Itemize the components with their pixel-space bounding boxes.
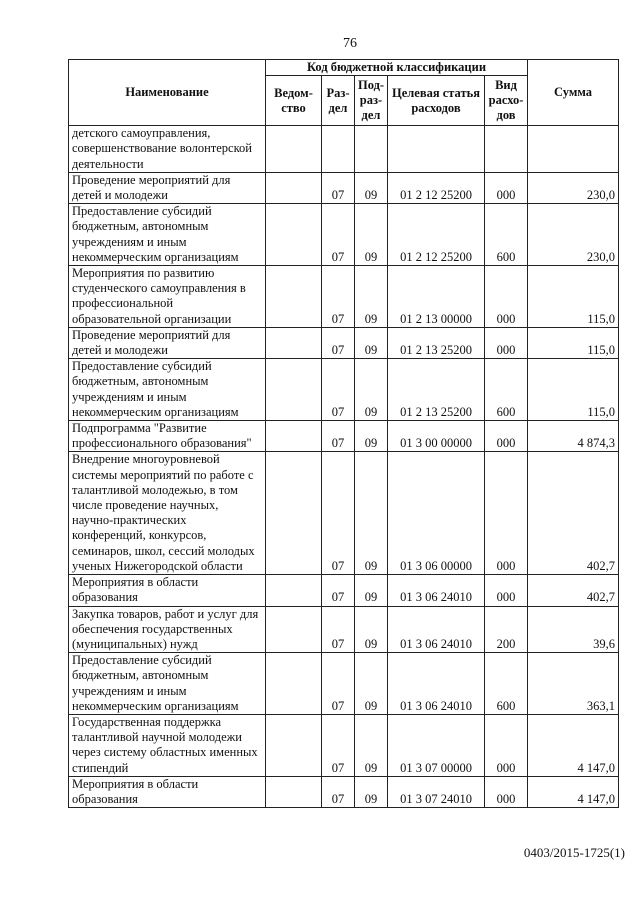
row-vedomstvo [266,421,322,452]
table-row [69,421,619,452]
table-row [69,359,619,421]
row-name: детского самоуправления, совершенствование волонтерской деятельности [69,126,266,173]
row-podrazdel: 09 [355,172,388,203]
row-vid: 600 [485,359,528,421]
row-vedomstvo [266,204,322,266]
row-podrazdel [355,126,388,173]
row-podrazdel: 09 [355,452,388,575]
table-row [69,714,619,776]
row-razdel: 07 [322,172,355,203]
row-target: 01 3 06 00000 [388,452,485,575]
row-vedomstvo [266,575,322,606]
row-target: 01 2 12 25200 [388,204,485,266]
row-podrazdel: 09 [355,575,388,606]
row-vid: 600 [485,204,528,266]
header-code-group: Код бюджетной классификации [266,60,528,76]
row-razdel: 07 [322,204,355,266]
row-podrazdel: 09 [355,421,388,452]
header-razdel: Раз-дел [322,76,355,126]
row-sum: 39,6 [528,606,619,653]
row-sum: 115,0 [528,359,619,421]
row-target: 01 3 06 24010 [388,606,485,653]
row-vid: 000 [485,327,528,358]
table-body [69,126,619,808]
row-sum: 115,0 [528,266,619,328]
row-razdel: 07 [322,327,355,358]
row-sum: 230,0 [528,172,619,203]
row-name: Внедрение многоуровневой системы мероприятий по работе с талантливой молодежью, в том числе проведение научных, научно-практических конференций, конкурсов, семинаров, школ, сессий молодых ученых Нижегородской области [69,452,266,575]
row-name: Предоставление субсидий бюджетным, автономным учреждениям и иным некоммерческим организациям [69,653,266,715]
budget-table [68,59,619,808]
header-name: Наименование [69,60,266,126]
row-vid: 000 [485,266,528,328]
table-row [69,575,619,606]
table-row [69,327,619,358]
table-row [69,776,619,807]
row-vid: 000 [485,776,528,807]
row-sum: 402,7 [528,452,619,575]
row-podrazdel: 09 [355,714,388,776]
header-sum: Сумма [528,60,619,126]
row-sum: 4 147,0 [528,714,619,776]
row-target: 01 2 13 25200 [388,359,485,421]
row-name: Проведение мероприятий для детей и молодежи [69,327,266,358]
row-name: Проведение мероприятий для детей и молодежи [69,172,266,203]
row-name: Мероприятия в области образования [69,575,266,606]
table-header [69,60,619,126]
row-sum: 230,0 [528,204,619,266]
row-razdel: 07 [322,359,355,421]
header-target: Целевая статья расходов [388,76,485,126]
row-vid: 600 [485,653,528,715]
row-target: 01 3 00 00000 [388,421,485,452]
row-sum [528,126,619,173]
row-podrazdel: 09 [355,776,388,807]
row-razdel: 07 [322,776,355,807]
row-target: 01 3 07 24010 [388,776,485,807]
row-target: 01 3 06 24010 [388,653,485,715]
row-vedomstvo [266,653,322,715]
row-vid: 000 [485,452,528,575]
row-sum: 115,0 [528,327,619,358]
row-vid: 000 [485,575,528,606]
row-razdel: 07 [322,452,355,575]
row-razdel: 07 [322,606,355,653]
row-target: 01 3 06 24010 [388,575,485,606]
row-vedomstvo [266,359,322,421]
table-row [69,266,619,328]
row-vedomstvo [266,606,322,653]
row-razdel: 07 [322,575,355,606]
row-vid: 200 [485,606,528,653]
document-code: 0403/2015-1725(1) [523,845,625,860]
row-target [388,126,485,173]
row-podrazdel: 09 [355,266,388,328]
row-razdel: 07 [322,653,355,715]
row-vedomstvo [266,714,322,776]
row-name: Мероприятия по развитию студенческого самоуправления в профессиональной образовательной организации [69,266,266,328]
header-vedomstvo: Ведом-ство [266,76,322,126]
row-sum: 4 147,0 [528,776,619,807]
row-target: 01 2 13 00000 [388,266,485,328]
table-row [69,452,619,575]
row-vedomstvo [266,172,322,203]
row-target: 01 2 13 25200 [388,327,485,358]
table-row [69,606,619,653]
row-vedomstvo [266,266,322,328]
header-vid: Вид расхо-дов [485,76,528,126]
row-podrazdel: 09 [355,327,388,358]
row-podrazdel: 09 [355,204,388,266]
row-vid [485,126,528,173]
row-vedomstvo [266,776,322,807]
table-row [69,204,619,266]
row-name: Государственная поддержка талантливой научной молодежи через систему областных именных стипендий [69,714,266,776]
row-razdel [322,126,355,173]
table-row [69,126,619,173]
row-razdel: 07 [322,714,355,776]
row-name: Предоставление субсидий бюджетным, автономным учреждениям и иным некоммерческим организациям [69,359,266,421]
page-number: 76 [343,36,357,51]
row-target: 01 2 12 25200 [388,172,485,203]
row-name: Подпрограмма "Развитие профессионального образования" [69,421,266,452]
row-vedomstvo [266,126,322,173]
row-vedomstvo [266,452,322,575]
row-podrazdel: 09 [355,606,388,653]
row-vid: 000 [485,172,528,203]
row-sum: 363,1 [528,653,619,715]
row-target: 01 3 07 00000 [388,714,485,776]
row-vedomstvo [266,327,322,358]
row-sum: 4 874,3 [528,421,619,452]
row-name: Предоставление субсидий бюджетным, автономным учреждениям и иным некоммерческим организациям [69,204,266,266]
row-razdel: 07 [322,421,355,452]
row-razdel: 07 [322,266,355,328]
row-name: Закупка товаров, работ и услуг для обеспечения государственных (муниципальных) нужд [69,606,266,653]
row-sum: 402,7 [528,575,619,606]
table-row [69,172,619,203]
row-vid: 000 [485,421,528,452]
row-podrazdel: 09 [355,653,388,715]
header-podrazdel: Под-раз-дел [355,76,388,126]
row-podrazdel: 09 [355,359,388,421]
table-row [69,653,619,715]
row-vid: 000 [485,714,528,776]
row-name: Мероприятия в области образования [69,776,266,807]
